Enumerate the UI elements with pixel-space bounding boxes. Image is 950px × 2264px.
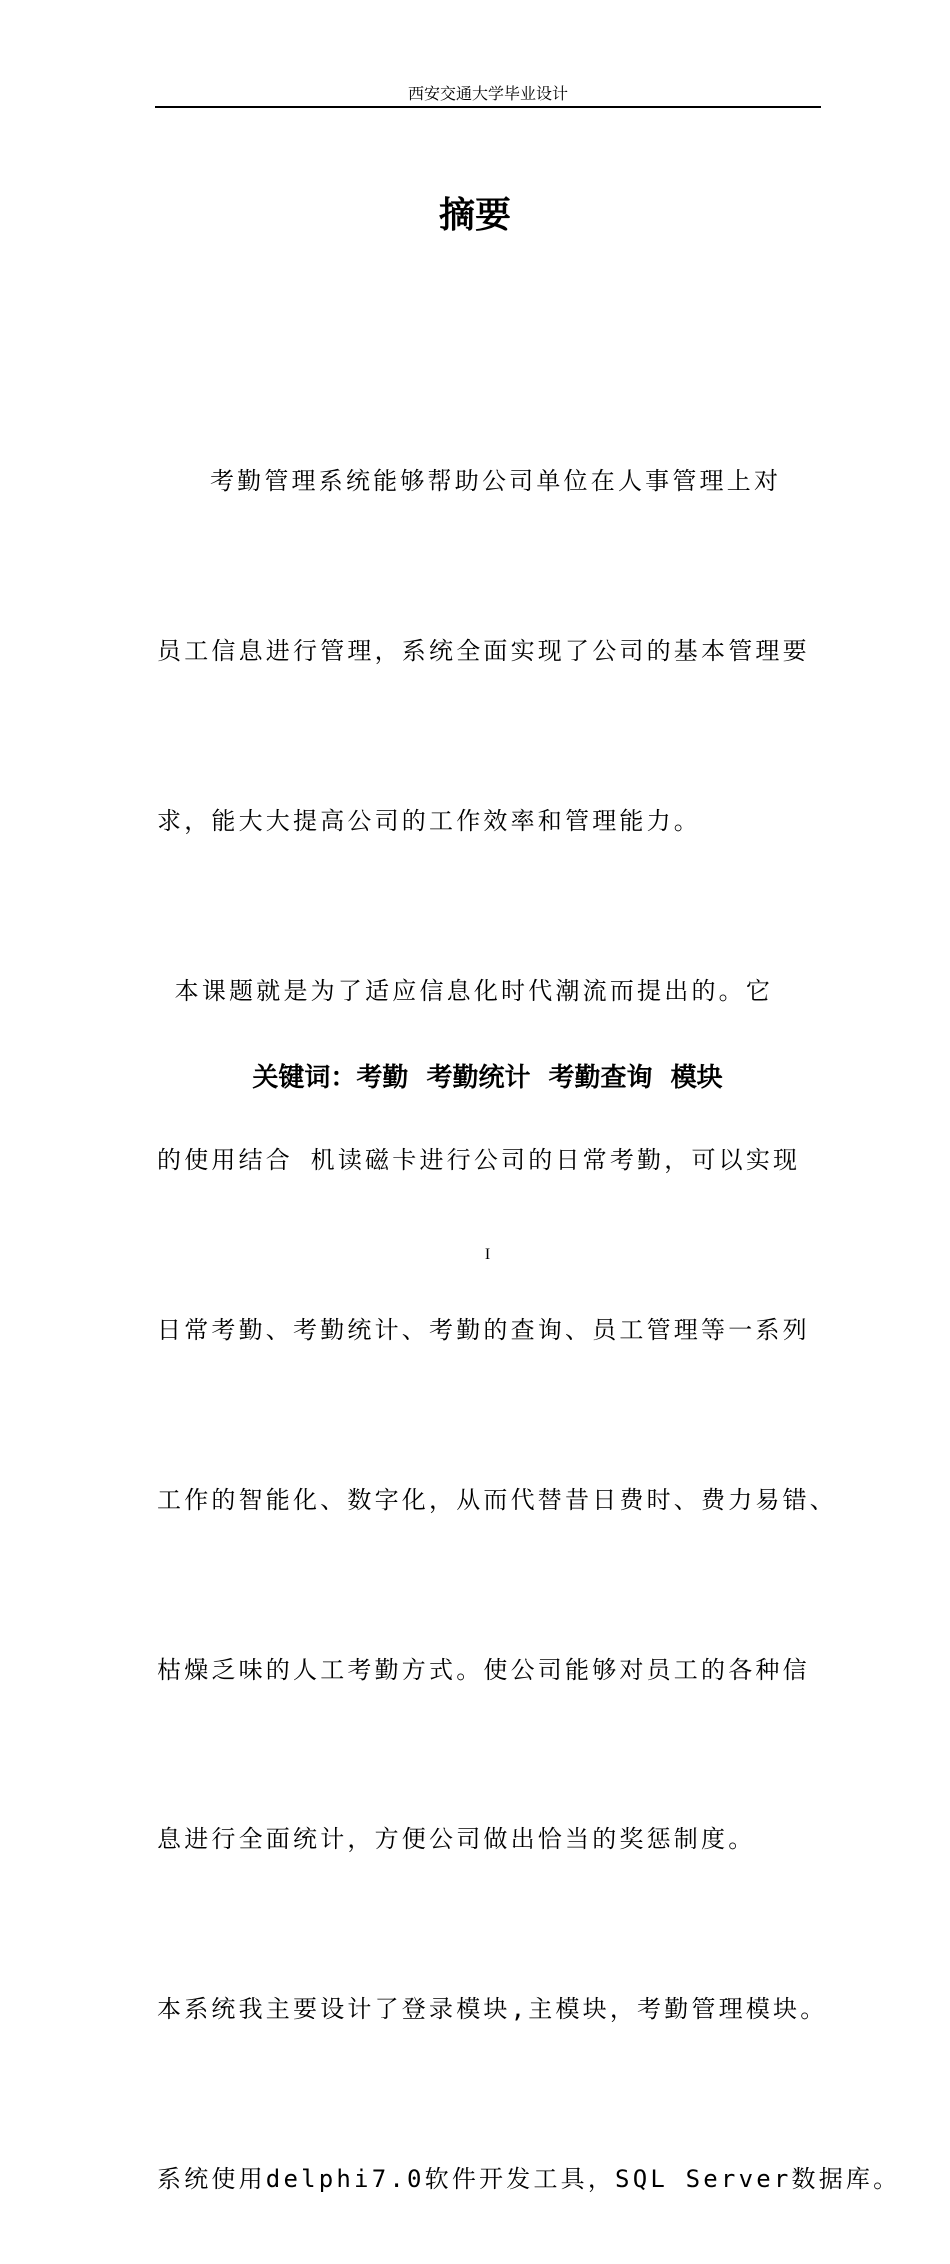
abstract-line: 求，能大大提高公司的工作效率和管理能力。 (157, 806, 701, 835)
abstract-line: 本系统我主要设计了登录模块,主模块，考勤管理模块。 (157, 1995, 828, 2024)
abstract-line: 日常考勤、考勤统计、考勤的查询、员工管理等一系列 (157, 1316, 810, 1345)
keywords-line: 关键词：考勤 考勤统计 考勤查询 模块 (252, 1063, 723, 1093)
running-header (155, 84, 821, 108)
abstract-line: 工作的智能化、数字化，从而代替昔日费时、费力易错、 (157, 1485, 837, 1514)
abstract-line: 系统使用delphi7.0软件开发工具，SQL Server数据库。 (157, 2165, 901, 2193)
abstract-line: 考勤管理系统能够帮助公司单位在人事管理上对 (157, 467, 782, 496)
abstract-line: 枯燥乏味的人工考勤方式。使公司能够对员工的各种信 (157, 1655, 810, 1684)
page-number: I (484, 1246, 491, 1263)
abstract-line: 员工信息进行管理，系统全面实现了公司的基本管理要 (157, 636, 810, 665)
abstract-line: 本课题就是为了适应信息化时代潮流而提出的。它 (157, 976, 774, 1005)
abstract-body (157, 340, 901, 2264)
running-header-title: 西安交通大学毕业设计 (407, 84, 568, 103)
abstract-line: 的使用结合 机读磁卡进行公司的日常考勤，可以实现 (157, 1146, 801, 1175)
page-title: 摘要 (438, 195, 511, 236)
abstract-line: 息进行全面统计，方便公司做出恰当的奖惩制度。 (157, 1825, 756, 1854)
